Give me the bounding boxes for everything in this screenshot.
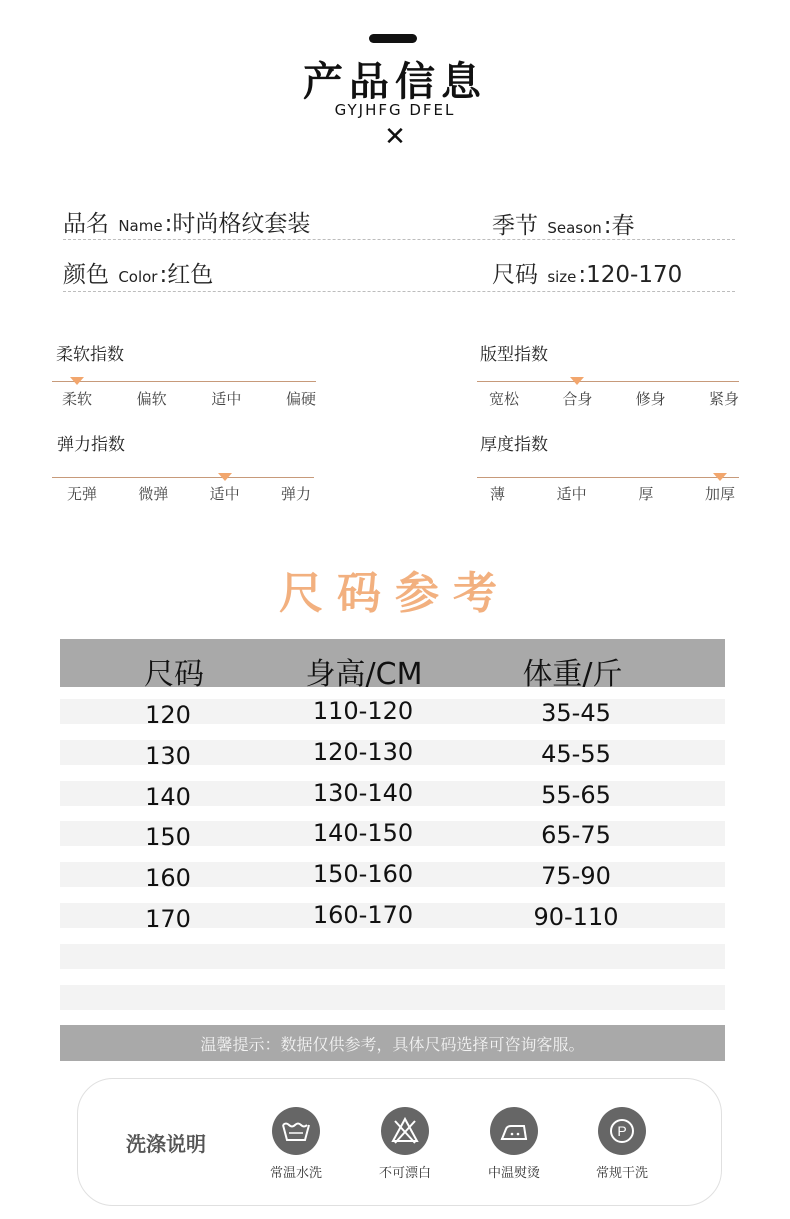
table-row — [60, 738, 725, 770]
hand-wash-icon — [272, 1107, 320, 1155]
color-en: Color — [118, 268, 158, 286]
product-name-en: Name — [118, 217, 163, 235]
dry-clean-icon — [598, 1107, 646, 1155]
table-cell: 160 — [145, 864, 191, 892]
size-chart-title: 尺码参考 — [279, 568, 511, 619]
index-labels — [490, 483, 735, 504]
table-row-empty — [60, 944, 725, 969]
table-cell: 170 — [145, 905, 191, 933]
color-sep: : — [159, 262, 168, 288]
index-scale-line — [477, 477, 739, 478]
color-row — [63, 256, 213, 289]
index-label: 适中 — [556, 485, 587, 503]
table-row — [60, 819, 725, 851]
table-header-cell: 尺码 — [144, 657, 204, 692]
table-cell: 55-65 — [541, 781, 611, 809]
table-cell: 120 — [145, 701, 191, 729]
table-cell: 45-55 — [541, 740, 611, 768]
table-row-empty — [60, 985, 725, 1010]
size-row — [492, 256, 682, 289]
wash-label: 常规干洗 — [595, 1166, 648, 1181]
page-subtitle: GYJHFG DFEL — [334, 101, 456, 119]
table-header-cell: 身高/CM — [305, 657, 423, 692]
table-cell: 75-90 — [541, 862, 611, 890]
table-header-cell: 体重/斤 — [522, 657, 623, 692]
index-labels — [67, 483, 311, 504]
index-label: 合身 — [562, 390, 593, 408]
page-title: 产品信息 — [303, 59, 487, 105]
iron-icon — [490, 1107, 538, 1155]
wash-label: 不可漂白 — [378, 1166, 431, 1181]
product-name-sep: : — [164, 211, 173, 237]
index-label: 微弹 — [138, 485, 169, 503]
size-value: 120-170 — [586, 262, 683, 288]
size-sep: : — [578, 262, 587, 288]
index-label: 偏硬 — [285, 390, 316, 408]
size-notice: 温馨提示：数据仅供参考，具体尺码选择可咨询客服。 — [60, 1025, 725, 1061]
index-scale-line — [52, 477, 314, 478]
size-en: size — [547, 268, 577, 286]
index-label: 修身 — [635, 390, 666, 408]
table-cell: 120-130 — [312, 738, 414, 766]
washing-title: 洗涤说明 — [126, 1132, 206, 1156]
table-cell: 130-140 — [312, 779, 414, 807]
season-sep: : — [603, 213, 612, 239]
color-value: 红色 — [167, 262, 214, 288]
table-cell: 65-75 — [541, 821, 611, 849]
info-divider — [63, 291, 735, 292]
close-icon: ✕ — [384, 122, 406, 152]
size-table-header — [60, 639, 725, 692]
index-label: 弹力 — [280, 485, 311, 503]
info-divider — [63, 239, 735, 240]
index-scale-line — [52, 381, 316, 382]
svg-text:P: P — [617, 1123, 627, 1139]
index-label: 加厚 — [704, 485, 735, 503]
color-label: 颜色 — [63, 262, 109, 288]
index-labels — [62, 388, 316, 409]
index-label: 宽松 — [489, 390, 520, 408]
table-row — [60, 697, 725, 729]
table-cell: 150-160 — [312, 860, 414, 888]
table-cell: 150 — [145, 823, 191, 851]
table-cell: 90-110 — [533, 903, 619, 931]
index-label: 适中 — [209, 485, 240, 503]
index-title: 版型指数 — [480, 345, 548, 365]
product-name-label: 品名 — [63, 211, 109, 237]
index-title: 柔软指数 — [56, 345, 124, 365]
table-cell: 160-170 — [312, 901, 414, 929]
index-label: 紧身 — [708, 390, 739, 408]
index-selected-marker — [218, 473, 232, 481]
index-title: 弹力指数 — [57, 435, 125, 455]
size-label: 尺码 — [492, 262, 538, 288]
no-bleach-icon — [381, 1107, 429, 1155]
index-label: 适中 — [211, 390, 242, 408]
index-label: 无弹 — [67, 485, 98, 503]
index-selected-marker — [70, 377, 84, 385]
thickness-index — [477, 430, 739, 505]
table-row — [60, 860, 725, 892]
index-labels — [489, 388, 739, 409]
table-cell: 110-120 — [312, 697, 414, 725]
index-selected-marker — [713, 473, 727, 481]
wash-label: 中温熨烫 — [487, 1166, 540, 1181]
index-selected-marker — [570, 377, 584, 385]
index-label: 薄 — [490, 485, 506, 503]
table-cell: 140 — [145, 783, 191, 811]
index-label: 偏软 — [136, 390, 167, 408]
season-value: 春 — [611, 213, 635, 239]
season-en: Season — [547, 219, 602, 237]
index-title: 厚度指数 — [480, 435, 548, 455]
table-row — [60, 901, 725, 933]
table-row — [60, 779, 725, 811]
product-name-value: 时尚格纹套装 — [172, 211, 311, 237]
index-scale-line — [477, 381, 739, 382]
index-label: 厚 — [638, 485, 654, 503]
table-cell: 140-150 — [312, 819, 414, 847]
index-label: 柔软 — [62, 390, 93, 408]
season-row — [492, 207, 635, 240]
softness-index — [52, 340, 316, 410]
table-cell: 35-45 — [541, 699, 611, 727]
header-decor-bar — [369, 34, 417, 43]
season-label: 季节 — [492, 213, 538, 239]
table-cell: 130 — [145, 742, 191, 770]
wash-label: 常温水洗 — [269, 1166, 322, 1181]
elasticity-index — [52, 430, 316, 505]
fit-index — [477, 340, 739, 410]
product-name-row — [63, 205, 310, 238]
